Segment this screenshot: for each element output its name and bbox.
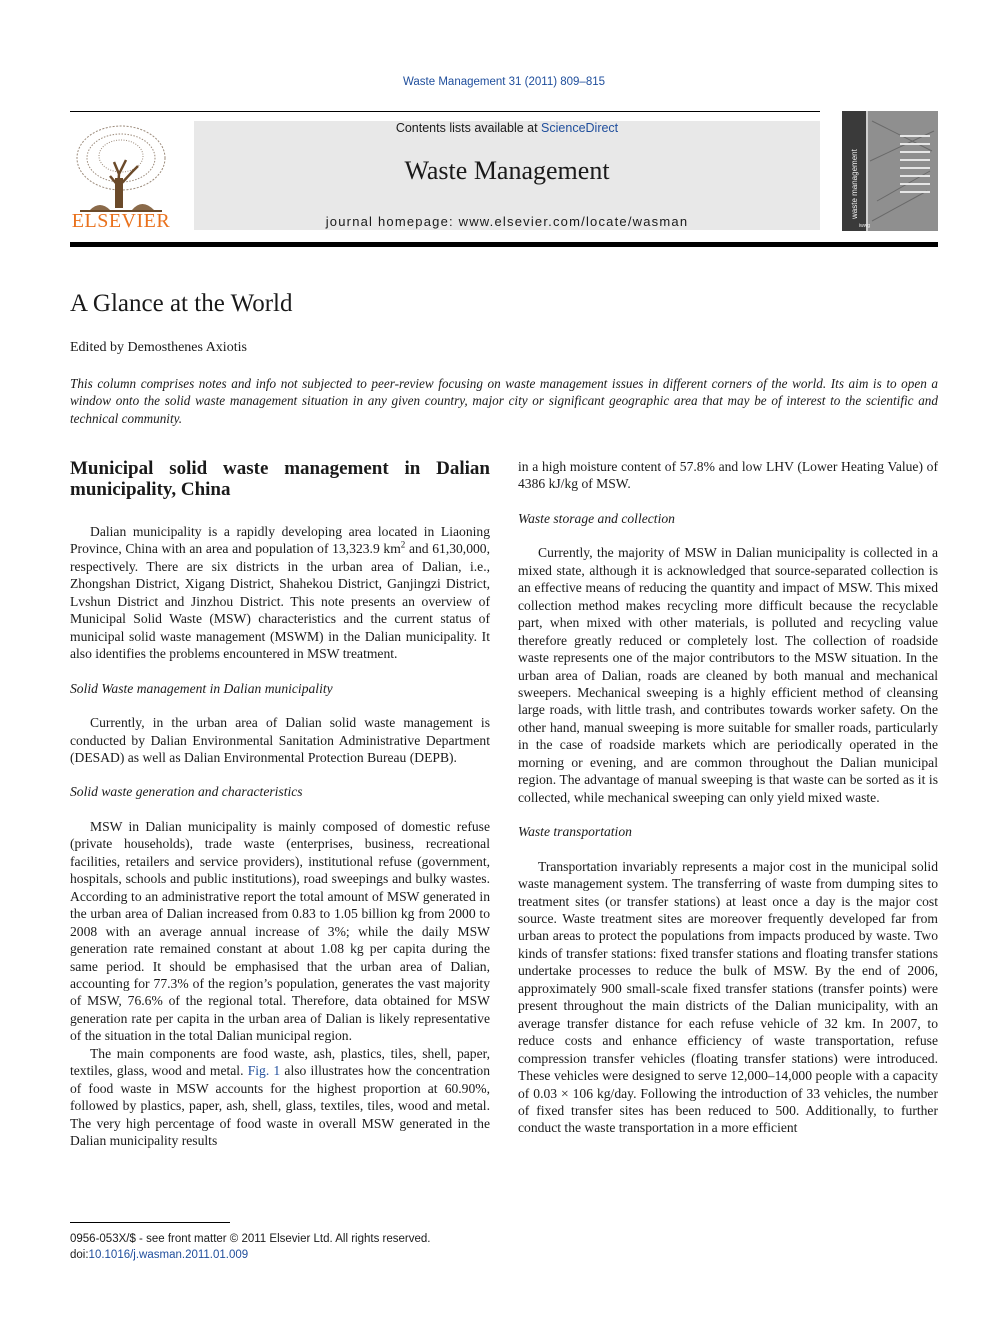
section-title: A Glance at the World [70,290,293,317]
cover-spine-title: waste management [850,149,859,219]
doi-prefix: doi: [70,1249,89,1261]
doi-link[interactable]: 10.1016/j.wasman.2011.01.009 [88,1249,249,1261]
footer [70,1231,430,1263]
homepage-prefix: journal homepage: [325,214,459,229]
journal-cover[interactable] [842,111,938,231]
subheading-generation: Solid waste generation and characteristics [70,784,303,800]
column-right [518,458,938,1137]
journal-title: Waste Management [404,156,610,185]
paragraph-components-text-a: The main components are food waste, ash, plastics, tiles, shell, paper, textiles, glass, wood and metal. [70,1045,490,1079]
subheading-management: Solid Waste management in Dalian municipality [70,680,333,696]
header-rule [70,111,820,112]
subheading-transportation: Waste transportation [518,824,632,840]
paragraph-components [70,1045,490,1150]
paragraph-intro [70,523,490,663]
paragraph-intro-text-b: and 61,30,000, respectively. There are six districts in the urban area of Dalian, i.e., Zhongshan District, Xigang District, Shahekou District, Ganjingzi District, Lvshun District and Jinzhou District. This note presents an overview of Municipal Solid Waste (MSW) characteristics and the current status of municipal solid waste management (MSWM) in the Dalian municipality. It also identifies the problems encountered in MSW treatment. [70,541,490,662]
superscript: 2 [400,539,406,550]
paragraph-generation: MSW in Dalian municipality is mainly composed of domestic refuse (private households), trade waste (enterprises, business, recreational facilities, retailers and service providers), institutional refuse (government, hospitals, schools and public institutions), road sweepings and bulky wastes. According to an administrative report the total amount of MSW generated in the urban area of Dalian increased from 0.83 to 1.05 billion kg from 2000 to 2008 with an average annual increase of 3%; while the daily MSW generation rate remained constant at about 1.08 kg per capita during the same period. It should be emphasised that the urban area of Dalian, accounting for 77.3% of the region’s population, generates the vast majority of MSW, 76.6% of the regional total. Therefore, data obtained for MSW generation rate per capita in the urban area of Dalian is likely representative of the situation in the total Dalian municipal region. [70,818,490,1044]
section-intro: This column comprises notes and info not subjected to peer-review focusing on waste management issues in different corners of the world. Its aim is to open a window onto the solid waste management situation in any given country, major city or significant geographic area that may be of interest to the scientific and technical community. [70,376,938,426]
header-thick-rule [70,242,938,247]
elsevier-wordmark: ELSEVIER [71,210,171,232]
subheading-storage: Waste storage and collection [518,510,675,526]
issn-line: 0956-053X/$ - see front matter © 2011 Elsevier Ltd. All rights reserved. [70,1233,431,1245]
contents-line [194,121,820,135]
paragraph-components-continued: in a high moisture content of 57.8% and low LHV (Lower Heating Value) of 4386 kJ/kg of MSW. [518,459,938,492]
elsevier-logo[interactable] [70,118,172,232]
paragraph-transportation: Transportation invariably represents a major cost in the municipal solid waste management system. The transferring of waste from dumping sites to treatment sites (or transfer stations) at least once a day is the major cost source. Waste treatment sites are moreover frequently developed far from urban areas to protect the populations from impacts produced by waste. Two kinds of transfer stations: fixed transfer stations and floating transfer stations undertake processes to reduce the bulk of MSW. By the end of 2006, approximately 900 small-scale fixed transfer stations (transfer points) were present throughout the main districts of the Dalian municipality, with an average transfer distance for each refuse vehicle of 32 km. In 2007, to reduce costs and enhance efficiency of waste transportation, refuse compression transfer vehicles (floating transfer stations) were introduced. These vehicles were designed to serve 12,000–14,000 people with a capacity of 0.03 × 106 kg/day. Following the introduction of 33 vehicles, the number of fixed transfer sites has been reduced to 500. Additionally, to further conduct the waste transportation in a more efficient [518,858,938,1136]
cover-badge: iwwg [859,223,871,229]
footer-rule [70,1222,230,1223]
paragraph-storage: Currently, the majority of MSW in Dalian municipality is collected in a mixed state, although it is acknowledged that source-separated collection is an effective means of reducing the quantity and impact of MSW. This mixed collection method makes recycling more difficult because the recyclable part, when mixed with other materials, is polluted and recycling value therefore greatly reduced or completely lost. The collection of roadside waste represents one of the major contributors to the MSW situation. In the urban area of Dalian, roads are cleaned by both manual and mechanical sweepers. Mechanical sweeping is a highly efficient method of cleansing large roads, with little trash, and contributes towards worker safety. On the other hand, manual sweeping is more suitable for smaller roads, particularly in the case of roadside markets which are periodically operated in the morning or evening, and are common throughout the Dalian municipal region. The advantage of manual sweeping is that waste can be sorted as it is collected, while mechanical sweeping can only yield mixed waste. [518,545,938,805]
homepage-link[interactable]: www.elsevier.com/locate/wasman [458,214,689,229]
paragraph-intro-text-a: Dalian municipality is a rapidly developing area located in Liaoning Province, China with an area and population of 13,323.9 km [70,524,490,557]
journal-citation[interactable]: Waste Management 31 (2011) 809–815 [402,76,606,88]
paragraph-components-text-b: also illustrates how the concentration of food waste in MSW accounts for the highest proportion at 60.90%, followed by plastics, paper, ash, shell, glass, textiles, tiles, wood and metal. The very high percentage of food waste in overall MSW generated in the Dalian municipality results [70,1063,490,1149]
contents-prefix: Contents lists available at [395,121,542,135]
journal-homepage [194,214,820,229]
journal-cover-image [842,111,938,231]
section-editor: Edited by Demosthenes Axiotis [70,340,247,355]
figure-1-link[interactable]: Fig. 1 [247,1063,281,1079]
doi-line [70,1247,430,1263]
paragraph-management: Currently, in the urban area of Dalian solid waste management is conducted by Dalian Environmental Sanitation Administrative Department (DESAD) as well as Dalian Environmental Protection Bureau (DEPB). [70,715,490,765]
sciencedirect-link[interactable]: ScienceDirect [541,121,619,135]
article-title: Municipal solid waste management in Dalian municipality, China [70,458,490,500]
column-left [70,458,490,1150]
